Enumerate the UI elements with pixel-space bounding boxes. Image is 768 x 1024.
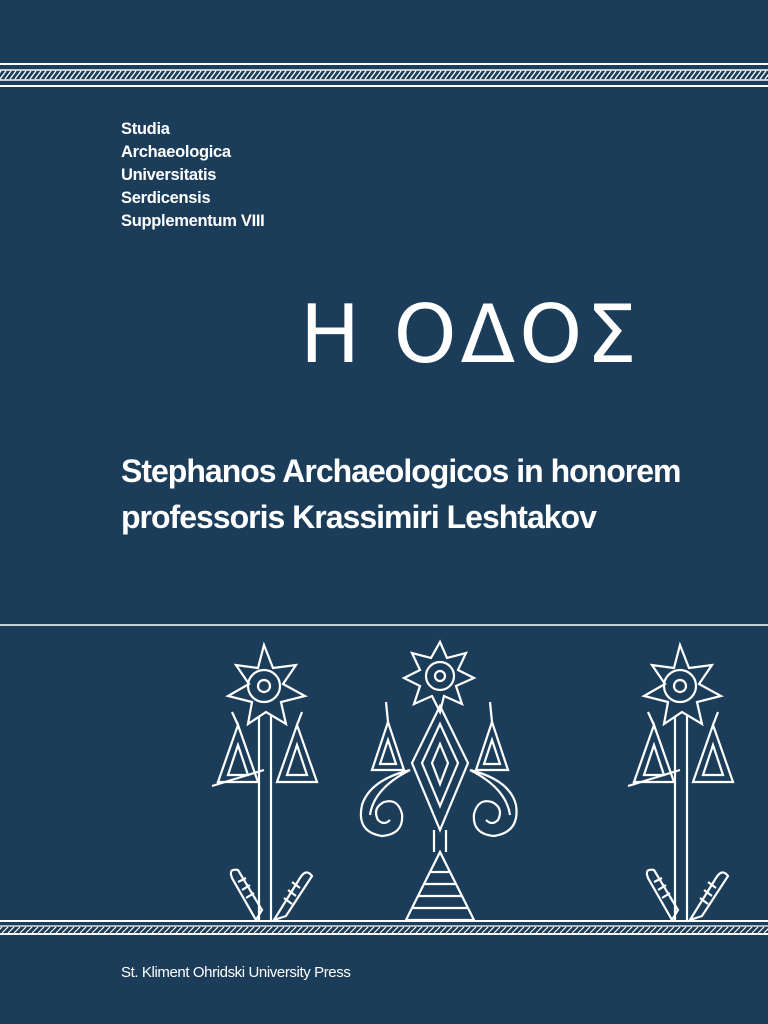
publisher-name: St. Kliment Ohridski University Press	[121, 964, 351, 981]
series-line-1: Studia	[121, 120, 170, 138]
series-title	[121, 118, 264, 233]
series-line-3: Universitatis	[121, 166, 217, 184]
subtitle-line-2: professoris Krassimiri Leshtakov	[121, 499, 596, 535]
subtitle-line-1: Stephanos Archaeologicos in honorem	[121, 453, 681, 489]
series-line-4: Serdicensis	[121, 189, 211, 207]
right-flower-icon	[628, 645, 733, 920]
bottom-border-ornament	[0, 918, 768, 940]
greek-title: Η ΟΔΟΣ	[300, 288, 641, 381]
top-border-ornament	[0, 58, 768, 92]
book-subtitle	[121, 448, 741, 540]
series-line-5: Supplementum VIII	[121, 212, 265, 230]
series-line-2: Archaeologica	[121, 143, 231, 161]
left-flower-icon	[212, 645, 317, 920]
folk-ornament-panel	[0, 620, 768, 945]
center-tree-icon	[361, 642, 517, 920]
